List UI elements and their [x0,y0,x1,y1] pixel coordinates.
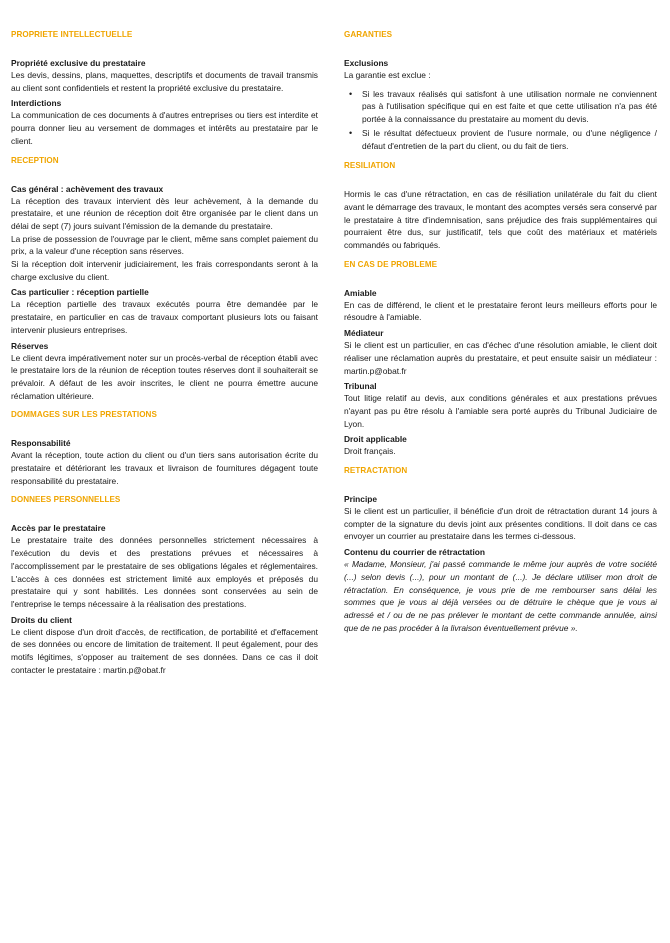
section-title: DONNEES PERSONNELLES [11,495,121,505]
paragraph: Tout litige relatif au devis, aux conditions générales et aux prestations prévues n'ayant pas pu être résolu à l'amiable sera porté auprès du Tribunal Judiciaire de Lyon. [344,393,657,429]
paragraph: Les devis, dessins, plans, maquettes, descriptifs et documents de travail transmis au client sont confidentiels et restent la propriété exclusive du prestataire. [11,70,318,93]
paragraph: En cas de différend, le client et le prestataire feront leurs meilleurs efforts pour le résoudre à l'amiable. [344,299,657,323]
paragraph: Droit français. [344,446,396,457]
section-title: RESILIATION [344,161,396,171]
paragraph: La réception des travaux intervient dès leur achèvement, à la demande du prestataire, et une réunion de réception doit être organisée par le client dans un délai de sept (7) jours suivant l'émission de la demande du prestataire. [11,195,318,231]
subheading: Interdictions [11,98,62,109]
subheading: Contenu du courrier de rétractation [344,547,485,558]
paragraph: La prise de possession de l'ouvrage par le client, même sans complet paiement du prix, a la valeur d'une réception sans réserves. [11,233,318,257]
section-probleme [344,259,657,458]
right-column [344,29,657,634]
subheading: Réserves [11,340,49,351]
left-column [11,29,318,677]
subheading: Propriété exclusive du prestataire [11,58,146,68]
section-propriete [11,29,318,148]
subheading: Tribunal [344,381,377,392]
paragraph: Avant la réception, toute action du client ou d'un tiers sans autorisation écrite du prestataire et détériorant les travaux et livraison de fournitures dégagent toute responsabilité du prestataire. [11,450,318,486]
subheading: Droits du client [11,614,72,625]
subheading: Accès par le prestataire [11,523,106,534]
subheading: Amiable [344,287,377,298]
paragraph: La garantie est exclue : [344,70,431,80]
subheading: Droit applicable [344,434,407,445]
section-title: RECEPTION [11,155,59,165]
paragraph: Si la réception doit intervenir judiciairement, les frais correspondants seront à la charge exclusive du client. [11,259,318,282]
section-garanties [344,29,657,152]
paragraph: Si le client est un particulier, en cas d'échec d'une résolution amiable, le client doit réaliser une réclamation auprès du prestataire, et peut ensuite saisir un médiateur : martin.p@obat.fr [344,340,657,376]
section-reception [11,155,318,403]
bullet-list [344,88,657,153]
paragraph: Le prestataire traite des données personnelles strictement nécessaires à l'exécution du devis et des prestations prévues et nécessaires à l'accomplissement par le prestataire de ses obligations légales et réglementaires. L'accès à ces données est strictement limité aux employés et préposés du prestataire qui y sont habilités. Les données sont conservées au sein de l'entreprise le temps nécessaire à la réalisation des prestations. [11,535,318,609]
paragraph: Hormis le cas d'une rétractation, en cas de résiliation unilatérale du fait du client avant le démarrage des travaux, le montant des acomptes versés sera conservé par le prestataire à titre d'indemnisation, sans préjudice des frais supplémentaires qui pourraient être dus, sur justificatif, tels que coût des matériaux et matériels commandés ou fabriqués. [344,189,657,251]
section-retractation [344,465,657,634]
subheading: Principe [344,494,378,505]
section-title: RETRACTATION [344,466,408,476]
subheading: Médiateur [344,328,384,339]
paragraph: La réception partielle des travaux exécutés pourra être demandée par le prestataire, en particulier en cas de travaux comportant plusieurs lots ou faisant intervenir plusieurs entreprises. [11,299,318,335]
section-resiliation [344,160,657,252]
paragraph: Si le client est un particulier, il bénéficie d'un droit de rétractation durant 14 jours à compter de la signature du devis joint aux présentes conditions. Il doit dans ce cas envoyer un courrier au prestataire dans les termes ci-dessous. [344,506,657,542]
list-item: • Si les travaux réalisés qui satisfont à une utilisation normale ne conviennent pas à l'utilisation spécifique qui en est faite et que cette utilisation n'a pas été portée à la connaissance du prestataire au moment du devis. [362,88,657,126]
paragraph: Le client dispose d'un droit d'accès, de rectification, de portabilité et d'effacement de ses données ou encore de limitation de traitement. Il peut également, pour des motifs légitimes, s'opposer au traitement de ses données. Dans ce cas il doit contacter le prestataire : martin.p@obat.fr [11,626,318,675]
section-title: DOMMAGES SUR LES PRESTATIONS [11,410,157,420]
list-item: • Si le résultat défectueux provient de l'usure normale, ou d'une négligence / défaut d'entretien de la part du client, ou du fait de tiers. [362,127,657,152]
section-title: GARANTIES [344,30,393,39]
subheading: Exclusions [344,58,389,68]
section-title: PROPRIETE INTELLECTUELLE [11,30,133,39]
subheading: Cas général : achèvement des travaux [11,183,164,194]
section-dommages [11,409,318,487]
paragraph: La communication de ces documents à d'autres entreprises ou tiers est interdite et pourra donner lieu au versement de dommages et intérêts au prestataire par le client. [11,110,318,146]
subheading: Cas particulier : réception partielle [11,287,149,298]
paragraph: Le client devra impérativement noter sur un procès-verbal de réception établi avec le prestataire lors de la réunion de réception toutes réserves dont il souhaiterait se prévaloir. A défaut de les avoir inscrites, le client ne pourra émettre aucune réclamation ultérieure. [11,352,318,401]
retractation-letter-text: « Madame, Monsieur, j'ai passé commande le même jour auprès de votre société (...) selon devis (...), pour un montant de (...). Je déclare utiliser mon droit de rétractation. En conséquence, je vous prie de me rembourser sans délai les sommes que je vous ai déjà versées ou de détruire le chèque que je vous ai adressé et / ou de ne pas prélever le montant de cette commande annulée, ainsi que de ne pas procéder à la livraison éventuellement prévue ». [344,559,657,633]
section-donnees [11,494,318,676]
section-title: EN CAS DE PROBLEME [344,259,438,269]
subheading: Responsabilité [11,438,71,449]
